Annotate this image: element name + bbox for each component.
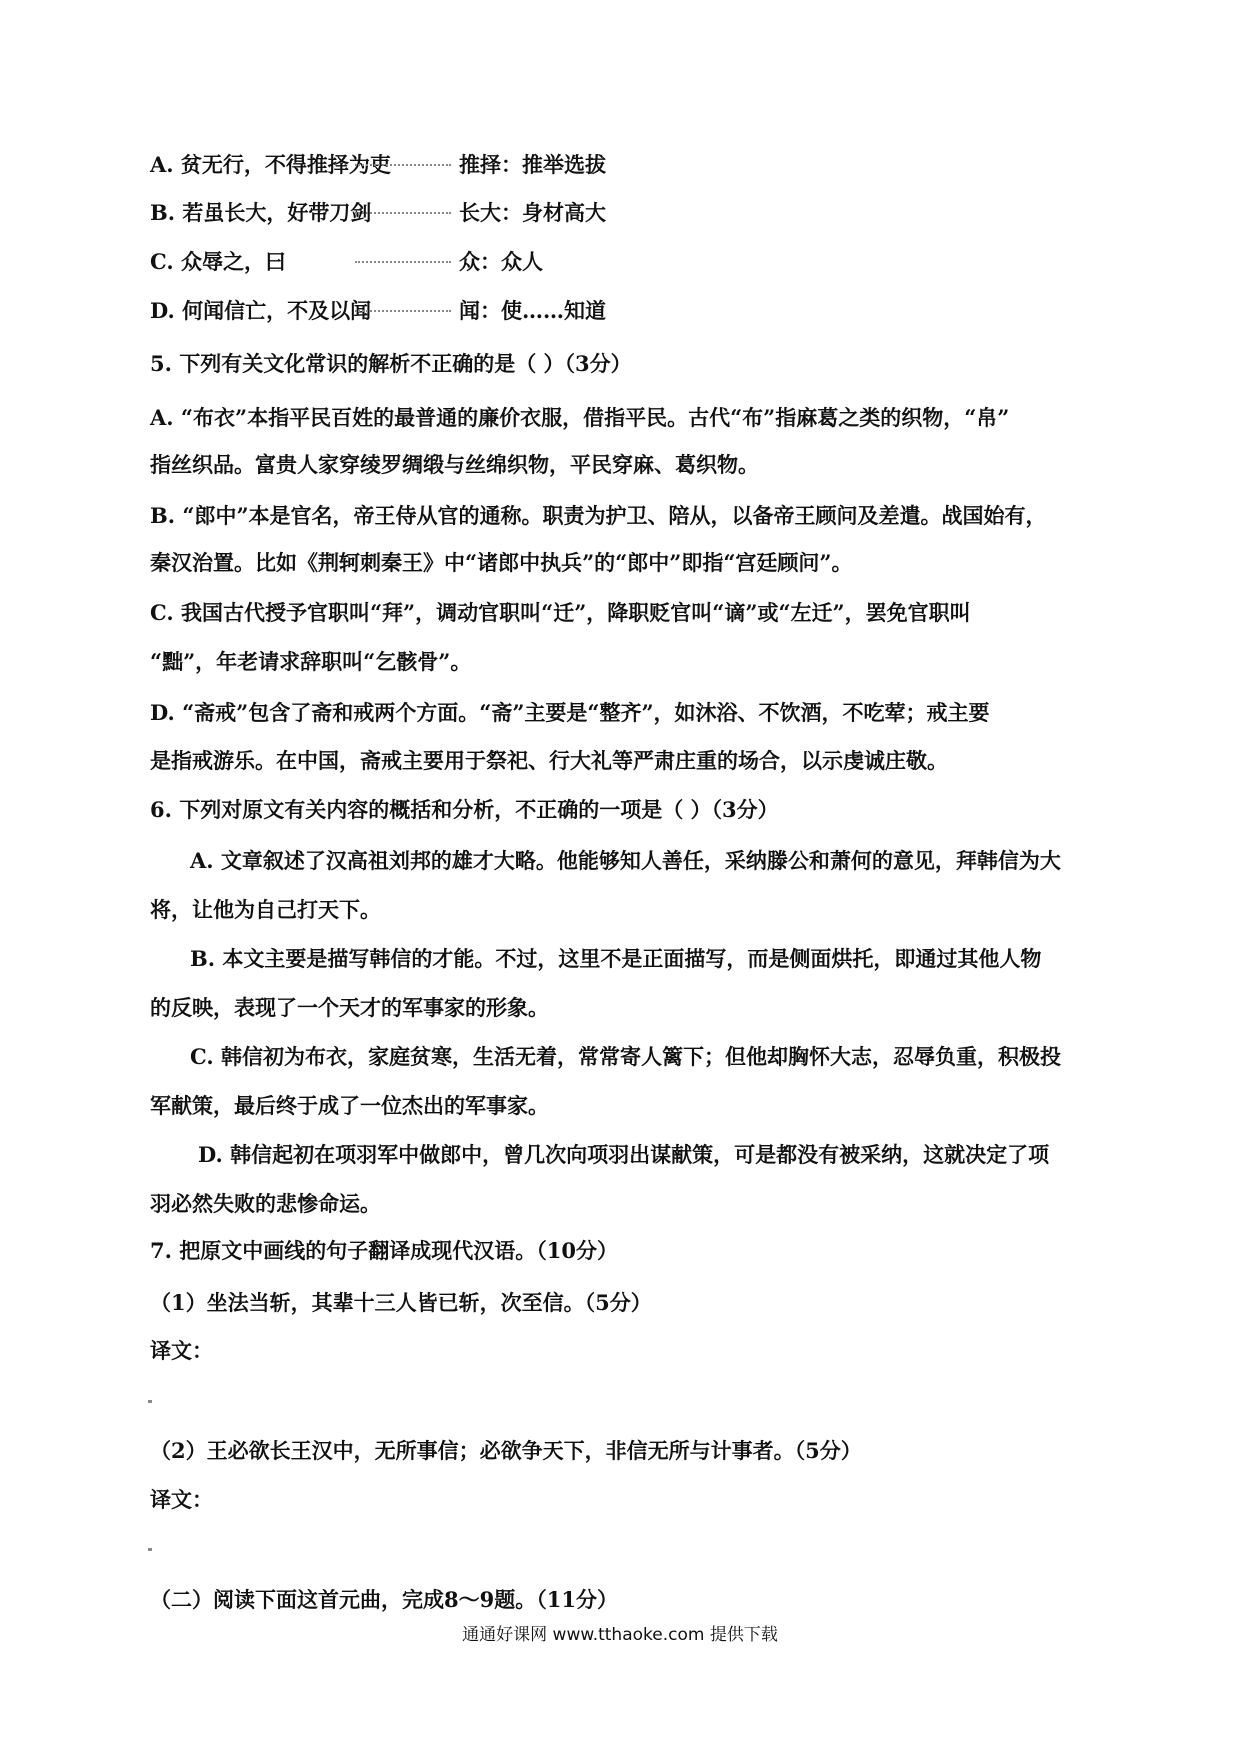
q5-option-a-line2: 指丝织品。富贵人家穿绫罗绸缎与丝绵织物，平民穿麻、葛织物。 bbox=[150, 452, 759, 477]
q4-option-a-text: A. 贫无行，不得推择为吏 bbox=[150, 152, 391, 177]
q7-sentence-2: （2）王必欲长王汉中，无所事信；必欲争天下，非信无所与计事者。（5分） bbox=[150, 1438, 862, 1463]
dot-leader bbox=[355, 212, 451, 214]
q4-option-c-gloss: 众：众人 bbox=[459, 249, 543, 274]
dot-leader bbox=[355, 164, 451, 166]
q4-option-c bbox=[150, 248, 1100, 276]
answer-blank-mark bbox=[148, 1548, 152, 1551]
page-footer: 通通好课网 www.tthaoke.com 提供下载 bbox=[462, 1625, 778, 1645]
q4-option-d bbox=[150, 297, 1100, 325]
answer-blank-mark bbox=[148, 1400, 152, 1403]
q6-title: 6. 下列对原文有关内容的概括和分析，不正确的一项是（ ）（3分） bbox=[150, 797, 779, 822]
q6-option-c-line2: 军献策，最后终于成了一位杰出的军事家。 bbox=[150, 1093, 549, 1118]
q6-option-a-line1: A. 文章叙述了汉高祖刘邦的雄才大略。他能够知人善任，采纳滕公和萧何的意见，拜韩信为大 bbox=[190, 848, 1061, 873]
q6-option-d-line2: 羽必然失败的悲惨命运。 bbox=[150, 1191, 381, 1216]
dot-leader bbox=[355, 261, 451, 263]
q4-option-b-text: B. 若虽长大，好带刀剑 bbox=[150, 200, 372, 225]
q4-option-b bbox=[150, 199, 1100, 227]
q5-option-b-line2: 秦汉治置。比如《荆轲刺秦王》中“诸郎中执兵”的“郎中”即指“宫廷顾问”。 bbox=[150, 550, 853, 575]
q7-title: 7. 把原文中画线的句子翻译成现代汉语。（10分） bbox=[150, 1238, 618, 1263]
q4-option-a bbox=[150, 151, 1100, 179]
q5-option-c-line2: “黜”，年老请求辞职叫“乞骸骨”。 bbox=[150, 649, 472, 674]
q7-answer-label-1: 译文： bbox=[150, 1338, 213, 1363]
q4-option-a-gloss: 推择：推举选拔 bbox=[459, 152, 606, 177]
q4-option-c-text: C. 众辱之，曰 bbox=[150, 249, 286, 274]
q6-option-b-line1: B. 本文主要是描写韩信的才能。不过，这里不是正面描写，而是侧面烘托，即通过其他人物 bbox=[190, 946, 1042, 971]
q4-option-d-gloss: 闻：使……知道 bbox=[459, 298, 606, 323]
q4-option-d-text: D. 何闻信亡，不及以闻 bbox=[150, 298, 372, 323]
q6-option-c-line1: C. 韩信初为布衣，家庭贫寒，生活无着，常常寄人篱下；但他却胸怀大志，忍辱负重，积极投 bbox=[190, 1044, 1061, 1069]
q5-option-c-line1: C. 我国古代授予官职叫“拜”，调动官职叫“迁”，降职贬官叫“谪”或“左迁”，罢免官职叫 bbox=[150, 600, 971, 625]
q6-option-b-line2: 的反映，表现了一个天才的军事家的形象。 bbox=[150, 995, 549, 1020]
q5-option-d-line2: 是指戒游乐。在中国，斋戒主要用于祭祀、行大礼等严肃庄重的场合，以示虔诚庄敬。 bbox=[150, 748, 948, 773]
q7-sentence-1: （1）坐法当斩，其辈十三人皆已斩，次至信。（5分） bbox=[150, 1290, 652, 1315]
section-2-title: （二）阅读下面这首元曲，完成8～9题。（11分） bbox=[150, 1587, 618, 1612]
q6-option-a-line2: 将，让他为自己打天下。 bbox=[150, 897, 381, 922]
q5-title: 5. 下列有关文化常识的解析不正确的是（ ）（3分） bbox=[150, 351, 632, 376]
q7-answer-label-2: 译文： bbox=[150, 1487, 213, 1512]
q5-option-a-line1: A. “布衣”本指平民百姓的最普通的廉价衣服，借指平民。古代“布”指麻葛之类的织物，“帛” bbox=[150, 405, 1010, 430]
q4-option-b-gloss: 长大：身材高大 bbox=[459, 200, 606, 225]
q5-option-d-line1: D. “斋戒”包含了斋和戒两个方面。“斋”主要是“整齐”，如沐浴、不饮酒，不吃荤；戒主要 bbox=[150, 700, 990, 725]
q5-option-b-line1: B. “郎中”本是官名，帝王侍从官的通称。职责为护卫、陪从，以备帝王顾问及差遣。战国始有， bbox=[150, 503, 1047, 528]
dot-leader bbox=[355, 310, 451, 312]
q6-option-d-line1: D. 韩信起初在项羽军中做郎中，曾几次向项羽出谋献策，可是都没有被采纳，这就决定了项 bbox=[198, 1142, 1050, 1167]
